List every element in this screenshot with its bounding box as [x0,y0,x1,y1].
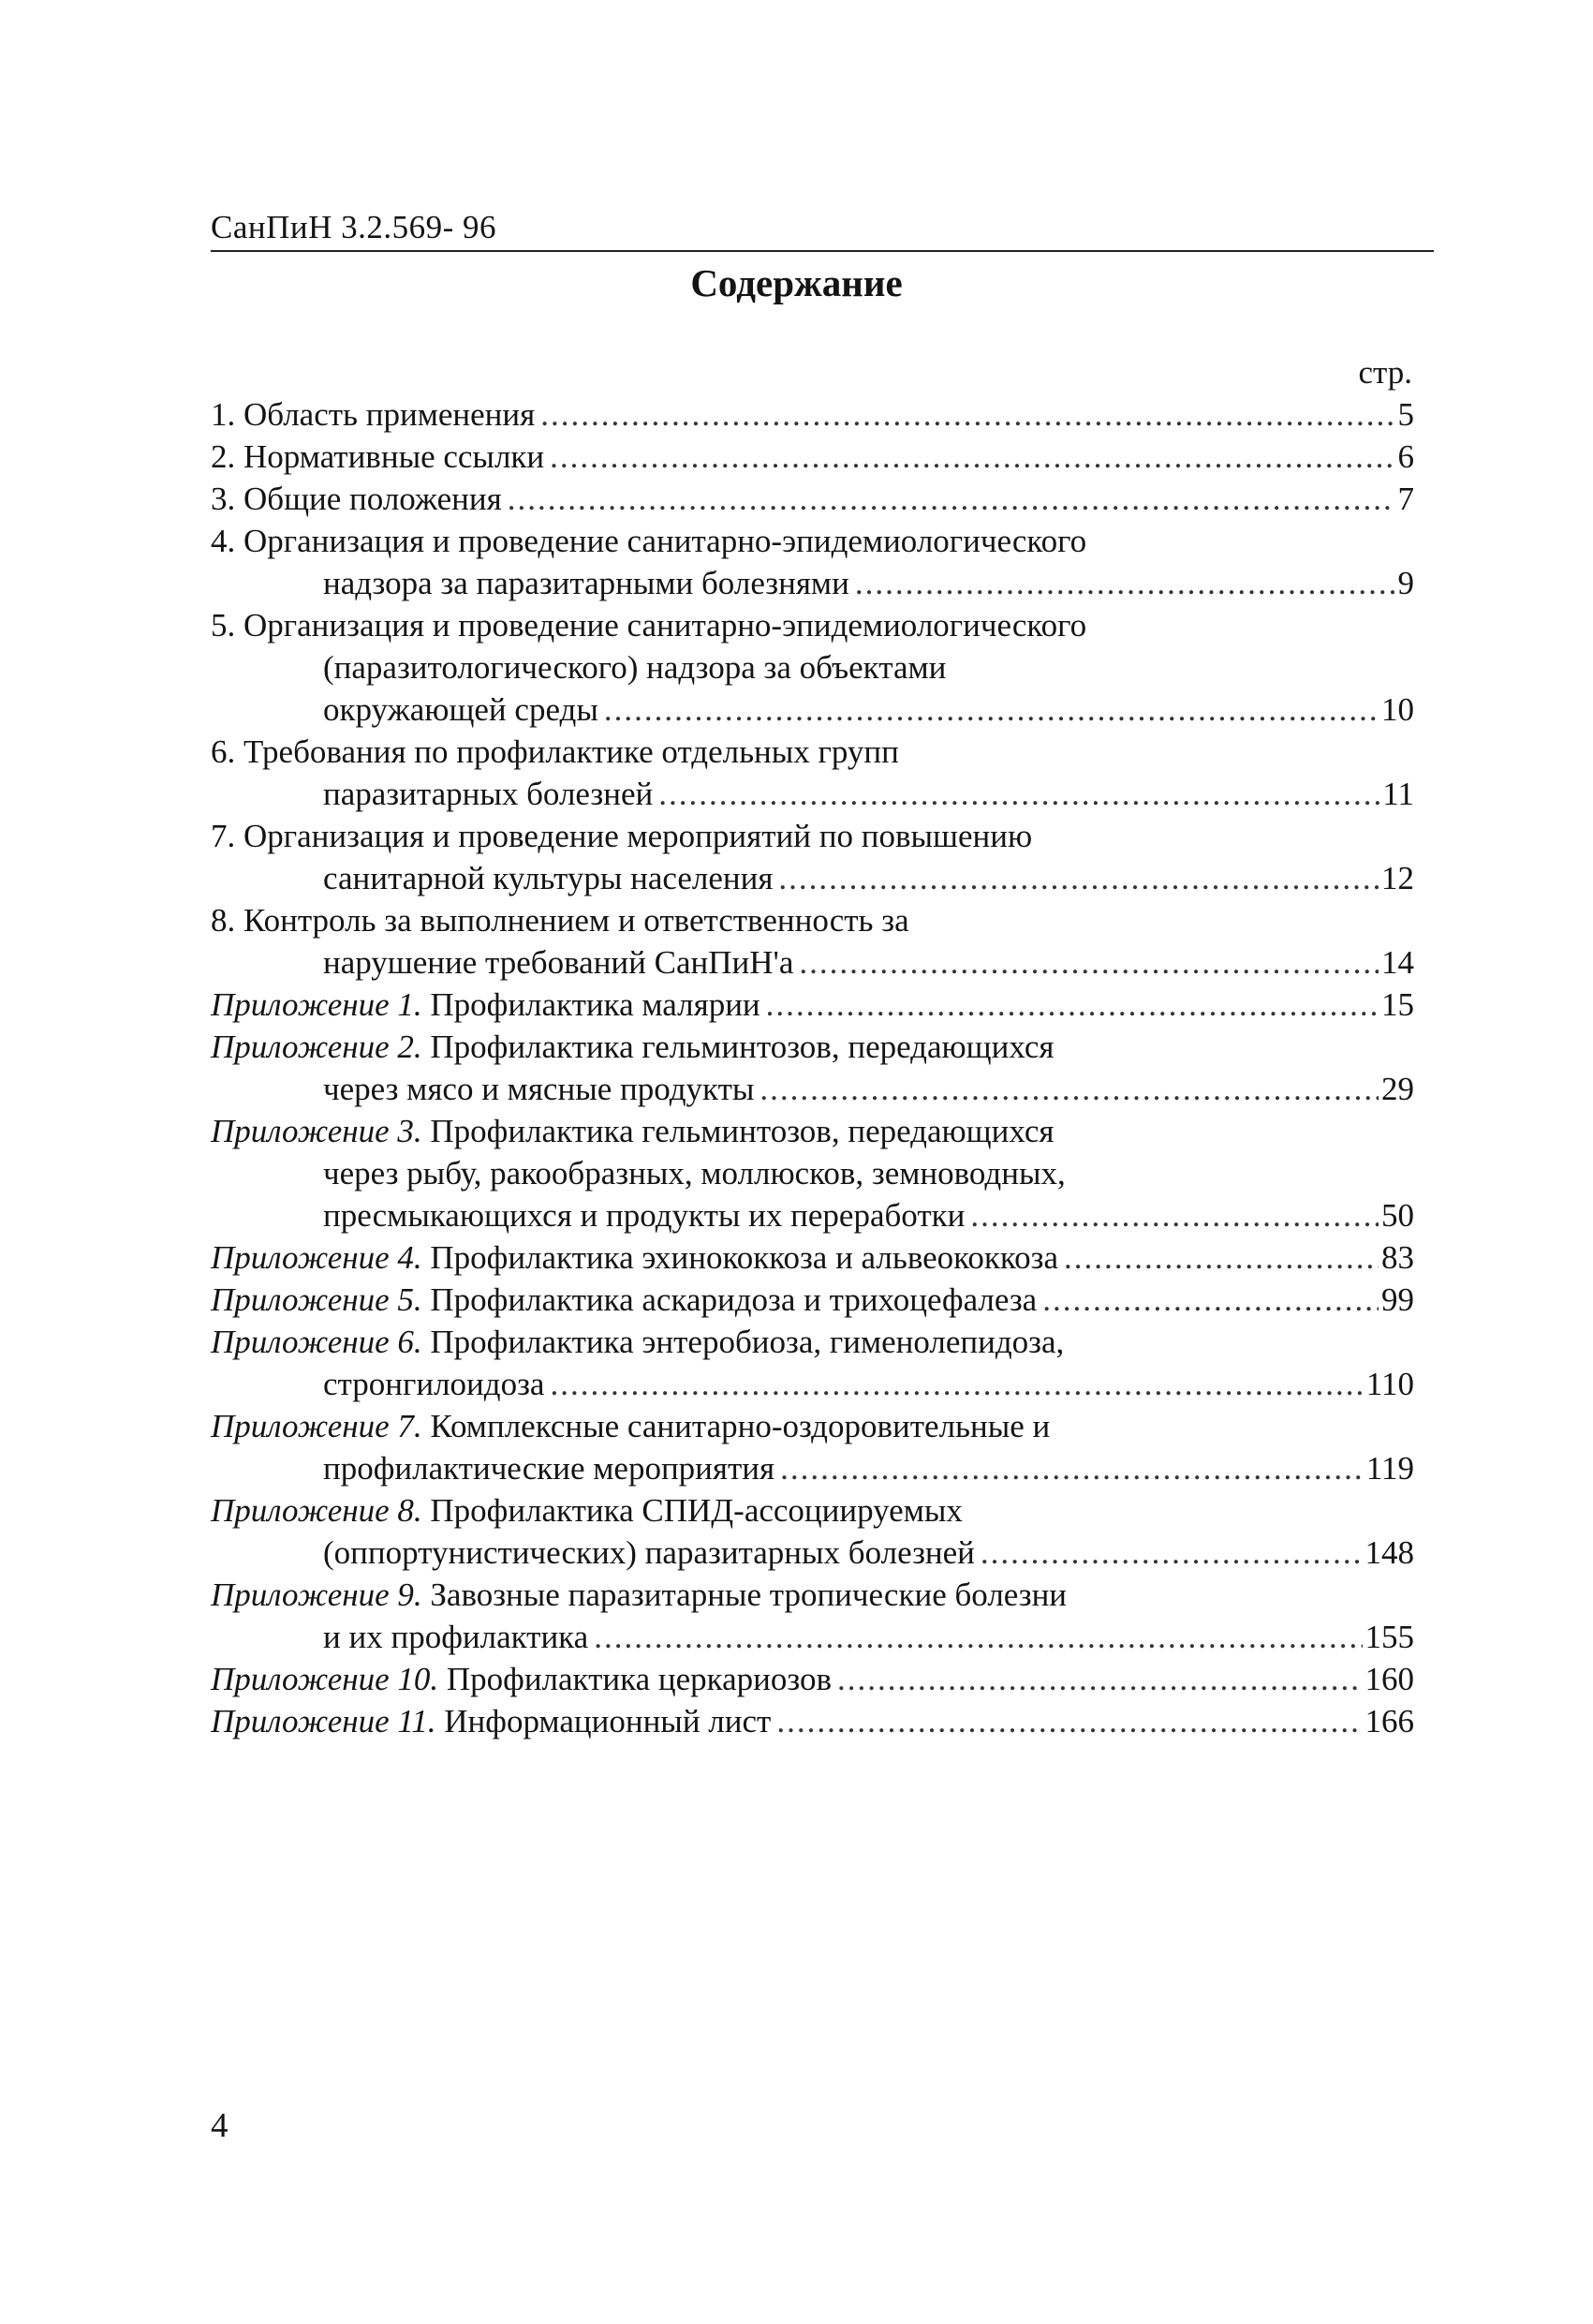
toc-entry[interactable] [211,393,1414,436]
toc-entry[interactable] [211,1236,1414,1279]
toc-entry[interactable] [211,520,1414,604]
page-title: Содержание [690,261,903,304]
toc-entry-text: через мясо и мясные продукты [323,1071,755,1107]
toc-entry[interactable] [211,1321,1414,1405]
toc-entry-line [211,1236,1414,1279]
toc-entry[interactable] [211,899,1414,984]
toc-entry-text: санитарной культуры населения [323,860,774,896]
toc-entry-line [211,688,1414,731]
toc-entry-text: Профилактика СПИД-ассоциируемых [430,1492,963,1529]
toc-entry-text: Профилактика эхинококкоза и альвеококкоза [430,1239,1058,1276]
toc-page-number: 6 [1397,438,1414,475]
toc-entry-line [211,773,1414,815]
toc-entry-line [211,1700,1414,1742]
running-header [211,192,1434,252]
dot-leader [981,1532,1363,1574]
dot-leader [508,478,1395,520]
toc-entry-line [211,941,1414,984]
toc-page-number: 10 [1381,691,1414,728]
appendix-label: Приложение 11. [211,1703,436,1739]
toc-entry-text: надзора за паразитарными болезнями [323,565,849,601]
toc-entry-text: 8. Контроль за выполнением и ответственность за [211,902,909,939]
toc-entry-line [211,393,1414,436]
toc-entry[interactable] [211,1700,1414,1742]
appendix-label: Приложение 4. [211,1239,422,1276]
toc-entry-line [211,731,1414,773]
toc-page-number: 15 [1381,986,1414,1023]
toc-entry[interactable] [211,1110,1414,1236]
dot-leader [778,857,1379,899]
toc-entry[interactable] [211,436,1414,478]
toc-entry-line [211,857,1414,899]
toc-page-number: 5 [1397,396,1414,433]
appendix-label: Приложение 7. [211,1408,422,1444]
dot-leader [1064,1236,1379,1279]
toc-page-number: 99 [1381,1281,1414,1318]
toc-entry-text: через рыбу, ракообразных, моллюсков, земноводных, [323,1155,1066,1192]
toc-entry[interactable] [211,478,1414,520]
toc-entry-text: 5. Организация и проведение санитарно-эпидемиологического [211,607,1087,644]
appendix-label: Приложение 9. [211,1576,422,1613]
toc-page-number: 83 [1381,1239,1414,1276]
toc-entry-text: Профилактика гельминтозов, передающихся [430,1113,1055,1149]
appendix-label: Приложение 6. [211,1324,422,1360]
toc-entry-text: Профилактика энтеробиоза, гименолепидоза, [430,1324,1065,1360]
dot-leader [604,688,1379,731]
toc-entry-line [211,984,1414,1026]
dot-leader [760,1068,1379,1110]
toc-entry-text: Информационный лист [444,1703,772,1739]
toc-page-number: 110 [1365,1366,1414,1402]
toc-entry-text: профилактические мероприятия [323,1450,775,1487]
toc-entry-text: нарушение требований СанПиН'а [323,944,794,981]
toc-entry-line [211,1194,1414,1236]
toc-entry[interactable] [211,984,1414,1026]
toc-entry[interactable] [211,604,1414,731]
toc-entry[interactable] [211,1405,1414,1489]
toc-entry-text: паразитарных болезней [323,776,654,812]
toc-page-number: 148 [1364,1534,1414,1571]
dot-leader [855,562,1395,604]
toc-entry[interactable] [211,1489,1414,1574]
appendix-label: Приложение 2. [211,1029,422,1065]
toc-entry[interactable] [211,731,1414,815]
toc-entry-text: 4. Организация и проведение санитарно-эпидемиологического [211,523,1087,559]
toc-entry-line [211,1574,1414,1616]
toc-entry-text: пресмыкающихся и продукты их переработки [323,1197,966,1234]
toc-entry[interactable] [211,1658,1414,1700]
toc-entry[interactable] [211,1026,1414,1110]
toc-page-number: 7 [1397,481,1414,517]
toc-entry-text: окружающей среды [323,691,598,728]
dot-leader [658,773,1379,815]
toc-entry-line [211,436,1414,478]
toc-entry-line [211,520,1414,562]
toc-entry[interactable] [211,1279,1414,1321]
toc-entry-text: 2. Нормативные ссылки [211,438,545,475]
toc-page-number: 14 [1381,944,1414,981]
appendix-label: Приложение 8. [211,1492,422,1529]
toc-page-number: 155 [1364,1619,1414,1655]
toc-entry-line [211,1152,1414,1194]
toc-entry-line [211,604,1414,646]
toc-entry-line [211,478,1414,520]
toc-page-number: 12 [1381,860,1414,896]
toc-entry-line [211,1616,1414,1658]
dot-leader [550,1363,1363,1405]
appendix-label: Приложение 1. [211,986,422,1023]
toc-entry-text: Профилактика гельминтозов, передающихся [430,1029,1055,1065]
toc-entry-line [211,815,1414,857]
toc-entry-text: 1. Область применения [211,396,536,433]
toc-page-number: 160 [1364,1661,1414,1697]
dot-leader [799,941,1379,984]
toc-entry[interactable] [211,1574,1414,1658]
dot-leader [776,1700,1362,1742]
toc-page-number: 119 [1365,1450,1414,1487]
appendix-label: Приложение 3. [211,1113,422,1149]
toc-entry-text: (паразитологического) надзора за объектами [323,649,947,686]
toc-page-number: 29 [1381,1071,1414,1107]
toc-entry-line [211,1658,1414,1700]
dot-leader [550,436,1394,478]
toc-page-number: 9 [1397,565,1414,601]
dot-leader [540,393,1394,436]
dot-leader [1042,1279,1379,1321]
toc-entry[interactable] [211,815,1414,899]
toc-entry-line [211,1068,1414,1110]
dot-leader [594,1616,1362,1658]
toc-entry-line [211,1363,1414,1405]
toc-entry-line [211,899,1414,941]
toc-entry-line [211,1279,1414,1321]
appendix-label: Приложение 5. [211,1281,422,1318]
toc-entry-line [211,646,1414,688]
toc-entry-text: 7. Организация и проведение мероприятий по повышению [211,818,1033,854]
toc-entry-text: 3. Общие положения [211,481,502,517]
dot-leader [766,984,1379,1026]
page-number: 4 [211,2107,229,2145]
toc-entry-text: Комплексные санитарно-оздоровительные и [430,1408,1051,1444]
toc-entry-line [211,1321,1414,1363]
toc-entry-line [211,1489,1414,1532]
toc-entry-line [211,1532,1414,1574]
toc-entry-line [211,1405,1414,1447]
toc-entry-line [211,1110,1414,1152]
table-of-contents [211,351,1414,1742]
toc-page-number: 11 [1382,776,1414,812]
toc-entry-line [211,1447,1414,1489]
toc-entry-text: 6. Требования по профилактике отдельных групп [211,733,899,770]
toc-page-number: 50 [1381,1197,1414,1234]
appendix-label: Приложение 10. [211,1661,439,1697]
toc-entry-line [211,562,1414,604]
toc-entry-text: Профилактика аскаридоза и трихоцефалеза [430,1281,1038,1318]
document-code: СанПиН 3.2.569- 96 [211,209,497,245]
toc-entry-line [211,1026,1414,1068]
toc-entry-text: Завозные паразитарные тропические болезни [430,1576,1068,1613]
toc-entry-text: стронгилоидоза [323,1366,545,1402]
page-column-label: стр. [1358,354,1412,391]
toc-entry-text: Профилактика малярии [430,986,760,1023]
toc-entry-text: и их профилактика [323,1619,589,1655]
dot-leader [970,1194,1379,1236]
dot-leader [780,1447,1364,1489]
toc-entry-text: Профилактика церкариозов [446,1661,833,1697]
toc-entry-text: (оппортунистических) паразитарных болезней [323,1534,975,1571]
toc-page-number: 166 [1364,1703,1414,1739]
dot-leader [837,1658,1362,1700]
